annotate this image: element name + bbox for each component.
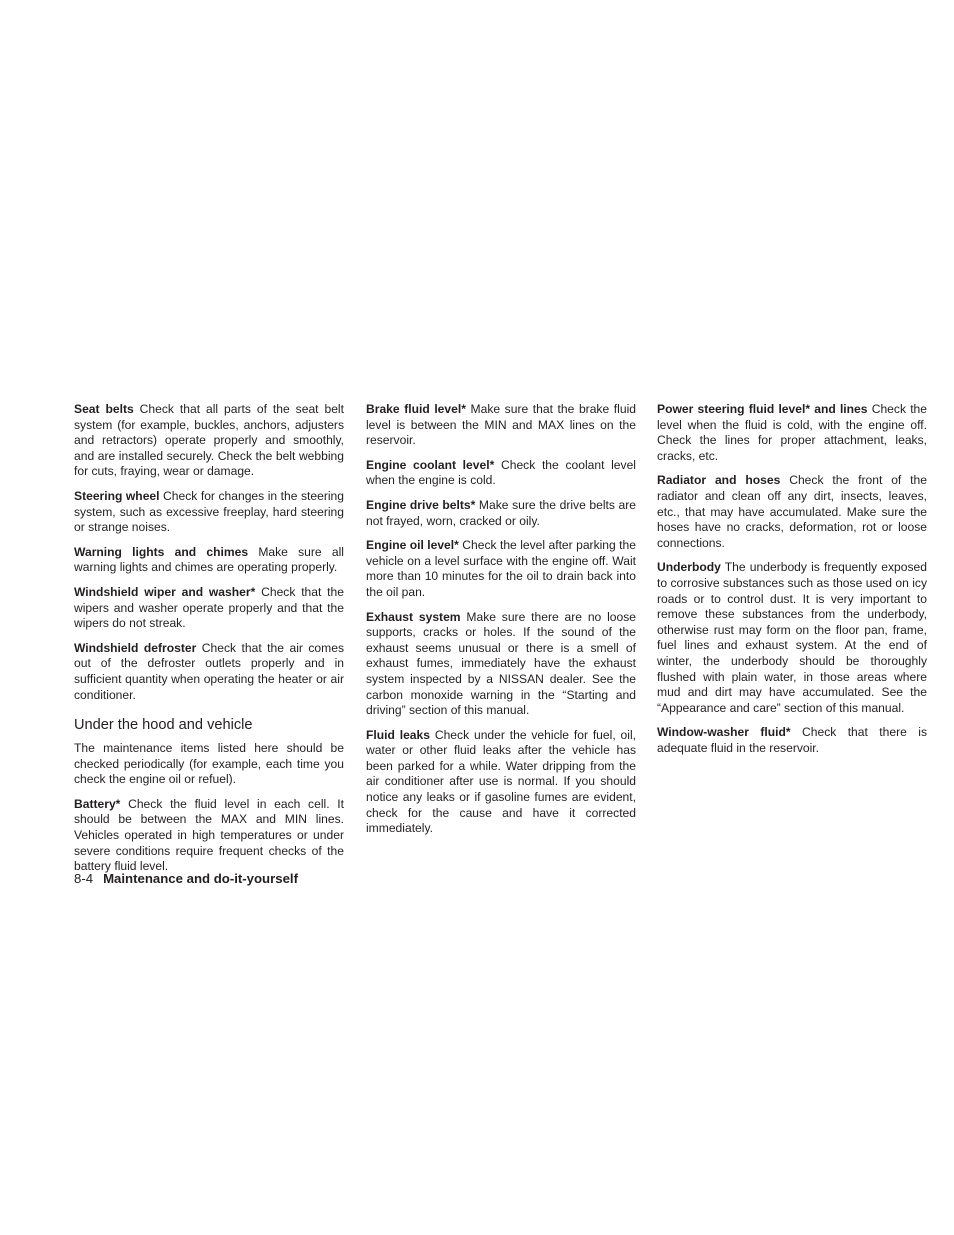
- entry-term: Battery*: [74, 796, 121, 811]
- entry-term: Warning lights and chimes: [74, 544, 249, 559]
- entry-term: Underbody: [657, 560, 721, 575]
- entry-windshield-defroster: [74, 641, 344, 703]
- entry-text: Check the level when the fluid is cold, with the engine off. Check the lines for proper attachment, leaks, cracks, etc.: [657, 402, 928, 463]
- entry-text: The underbody is frequently exposed to corrosive substances such as those used on icy roads or to control dust. It is very important to remove these substances from the underbody, otherwise rust may form on the floor pan, frame, fuel lines and exhaust system. At the end of winter, the underbody should be thoroughly flushed with plain water, in those areas where mud and dirt may have accumulated. See the “Appearance and care” section of this manual.: [657, 560, 927, 715]
- entry-term: Radiator and hoses: [657, 473, 781, 488]
- entry-fluid-leaks: [366, 728, 636, 837]
- entry-term: Brake fluid level*: [366, 402, 466, 416]
- entry-term: Windshield wiper and washer*: [74, 584, 256, 599]
- entry-text: Check the front of the radiator and clean off any dirt, insects, leaves, etc., that may have accumulated. Make sure the hoses have no cracks, deformation, rot or loose connections.: [657, 473, 927, 550]
- entry-text: Check the level after parking the vehicle on a level surface with the engine off. Wait more than 10 minutes for the oil to drain back into the oil pan.: [366, 538, 636, 599]
- right-column: [657, 402, 927, 765]
- entry-windshield-wiper: [74, 585, 344, 632]
- entry-power-steering: [657, 402, 927, 464]
- entry-radiator-hoses: [657, 473, 927, 551]
- page-number: 8-4: [74, 871, 94, 886]
- entry-text: Check that the wipers and washer operate properly and that the wipers do not streak.: [74, 584, 344, 631]
- entry-text: Make sure there are no loose supports, cracks or holes. If the sound of the exhaust seems unusual or there is a smell of exhaust fumes, immediately have the exhaust system inspected by a NISSAN dealer. See the carbon monoxide warning in the “Starting and driving” section of this manual.: [366, 609, 636, 718]
- entry-term: Exhaust system: [366, 609, 461, 624]
- entry-text: Check for changes in the steering system, such as excessive freeplay, hard steering or strange noises.: [74, 488, 344, 535]
- entry-text: Check that the air comes out of the defroster outlets properly and in sufficient quantity when operating the heater or air conditioner.: [74, 640, 345, 702]
- entry-brake-fluid: [366, 402, 636, 449]
- chapter-title: Maintenance and do-it-yourself: [103, 871, 298, 886]
- entry-engine-coolant: [366, 458, 636, 489]
- entry-term: Windshield defroster: [74, 640, 197, 655]
- entry-battery: [74, 797, 344, 875]
- entry-term: Engine oil level*: [366, 538, 459, 553]
- entry-text: Check the fluid level in each cell. It should be between the MAX and MIN lines. Vehicles operated in high temperatures or under severe conditions require frequent checks of the battery fluid level.: [74, 796, 344, 874]
- entry-underbody: [657, 560, 927, 716]
- entry-text: Check the coolant level when the engine is cold.: [366, 457, 636, 488]
- entry-term: Steering wheel: [74, 488, 160, 503]
- entry-exhaust-system: [366, 610, 636, 719]
- entry-term: Seat belts: [74, 402, 134, 416]
- section-heading: Under the hood and vehicle: [74, 717, 253, 734]
- middle-column: [366, 402, 636, 846]
- entry-term: Window-washer fluid*: [657, 725, 791, 740]
- section-intro: The maintenance items listed here should be checked periodically (for example, each time you check the engine oil or refuel).: [74, 741, 344, 787]
- entry-text: Check that all parts of the seat belt system (for example, buckles, anchors, adjusters and retractors) operate properly and smoothly, and are installed securely. Check the belt webbing for cuts, fraying, wear or damage.: [74, 402, 344, 479]
- entry-term: Power steering fluid level* and lines: [657, 402, 868, 416]
- entry-term: Engine drive belts*: [366, 497, 476, 512]
- entry-steering-wheel: [74, 489, 344, 536]
- entry-engine-oil: [366, 538, 636, 600]
- entry-term: Fluid leaks: [366, 727, 430, 742]
- entry-engine-drive-belts: [366, 498, 636, 529]
- page-footer: [74, 871, 298, 887]
- left-column: [74, 402, 344, 884]
- entry-term: Engine coolant level*: [366, 457, 495, 472]
- entry-text: Make sure the drive belts are not frayed, worn, cracked or oily.: [366, 497, 636, 528]
- entry-text: Make sure that the brake fluid level is between the MIN and MAX lines on the reservoir.: [366, 402, 636, 448]
- entry-text: Check that there is adequate fluid in the reservoir.: [657, 725, 927, 755]
- entry-window-washer: [657, 725, 927, 756]
- entry-text: Make sure all warning lights and chimes are operating properly.: [74, 544, 344, 575]
- entry-warning-lights: [74, 545, 344, 576]
- entry-seat-belts: [74, 402, 344, 480]
- entry-text: Check under the vehicle for fuel, oil, water or other fluid leaks after the vehicle has been parked for a while. Water dripping from the air conditioner after use is normal. If you should notice any leaks or if gasoline fumes are evident, check for the cause and have it corrected immediately.: [366, 727, 636, 836]
